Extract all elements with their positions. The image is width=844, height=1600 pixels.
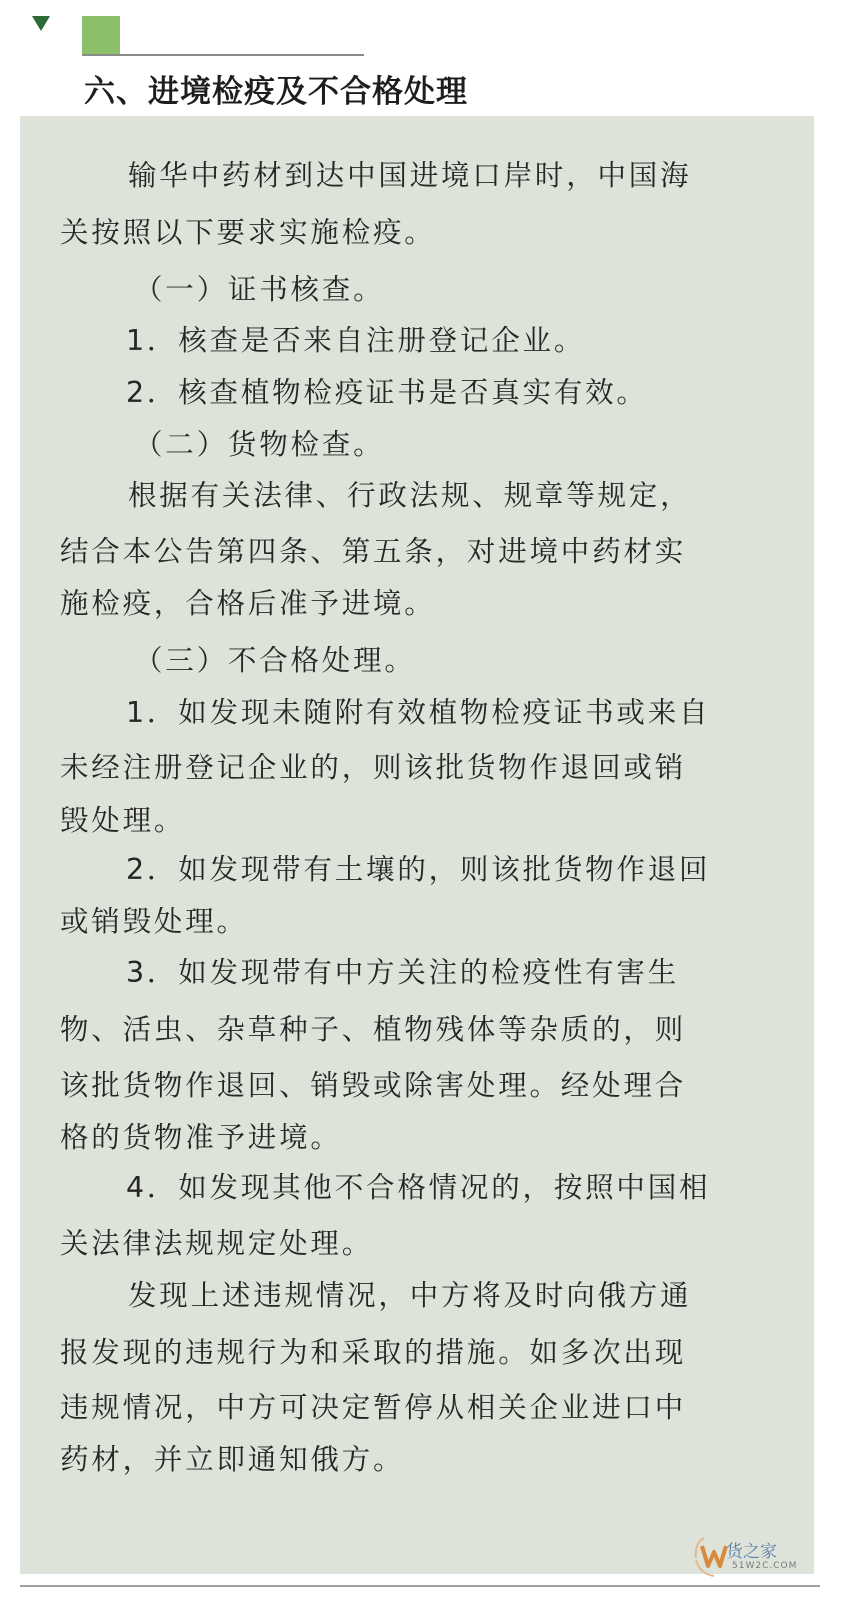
watermark-text: 货之家 [726,1542,777,1562]
body-line: 1．如发现未随附有效植物检疫证书或来自 [126,696,711,729]
triangle-marker-icon [32,16,50,31]
body-line: 物、活虫、杂草种子、植物残体等杂质的，则 [60,1013,687,1046]
body-line: 毁处理。 [60,804,186,837]
body-line: （二）货物检查。 [134,428,385,461]
section-title: 六、进境检疫及不合格处理 [84,74,468,110]
body-line: 未经注册登记企业的，则该批货物作退回或销 [60,751,687,784]
footer-divider [20,1585,820,1587]
body-line: 或销毁处理。 [60,905,248,938]
body-line: 违规情况，中方可决定暂停从相关企业进口中 [60,1391,687,1424]
body-line: 1．核查是否来自注册登记企业。 [126,324,586,357]
header-accent-block [82,16,120,56]
body-line: 报发现的违规行为和采取的措施。如多次出现 [60,1336,687,1369]
body-line: 根据有关法律、行政法规、规章等规定， [128,479,692,512]
body-line: 格的货物准予进境。 [60,1121,342,1154]
body-line: 2．核查植物检疫证书是否真实有效。 [126,376,648,409]
body-line: （三）不合格处理。 [134,644,416,677]
body-line: 3．如发现带有中方关注的检疫性有害生 [126,956,680,989]
watermark-subtext: 51W2C.COM [732,1561,798,1571]
body-line: 4．如发现其他不合格情况的，按照中国相 [126,1171,711,1204]
body-line: 施检疫，合格后准予进境。 [60,587,436,620]
body-line: 发现上述违规情况，中方将及时向俄方通 [128,1279,692,1312]
body-line: 结合本公告第四条、第五条，对进境中药材实 [60,535,687,568]
body-line: 该批货物作退回、销毁或除害处理。经处理合 [60,1069,687,1102]
body-line: 药材，并立即通知俄方。 [60,1443,405,1476]
body-line: 关法律法规规定处理。 [60,1227,374,1260]
body-line: 2．如发现带有土壤的，则该批货物作退回 [126,853,711,886]
header-divider [82,54,364,56]
body-line: 输华中药材到达中国进境口岸时，中国海 [128,159,692,192]
body-line: （一）证书核查。 [134,273,385,306]
body-line: 关按照以下要求实施检疫。 [60,216,436,249]
